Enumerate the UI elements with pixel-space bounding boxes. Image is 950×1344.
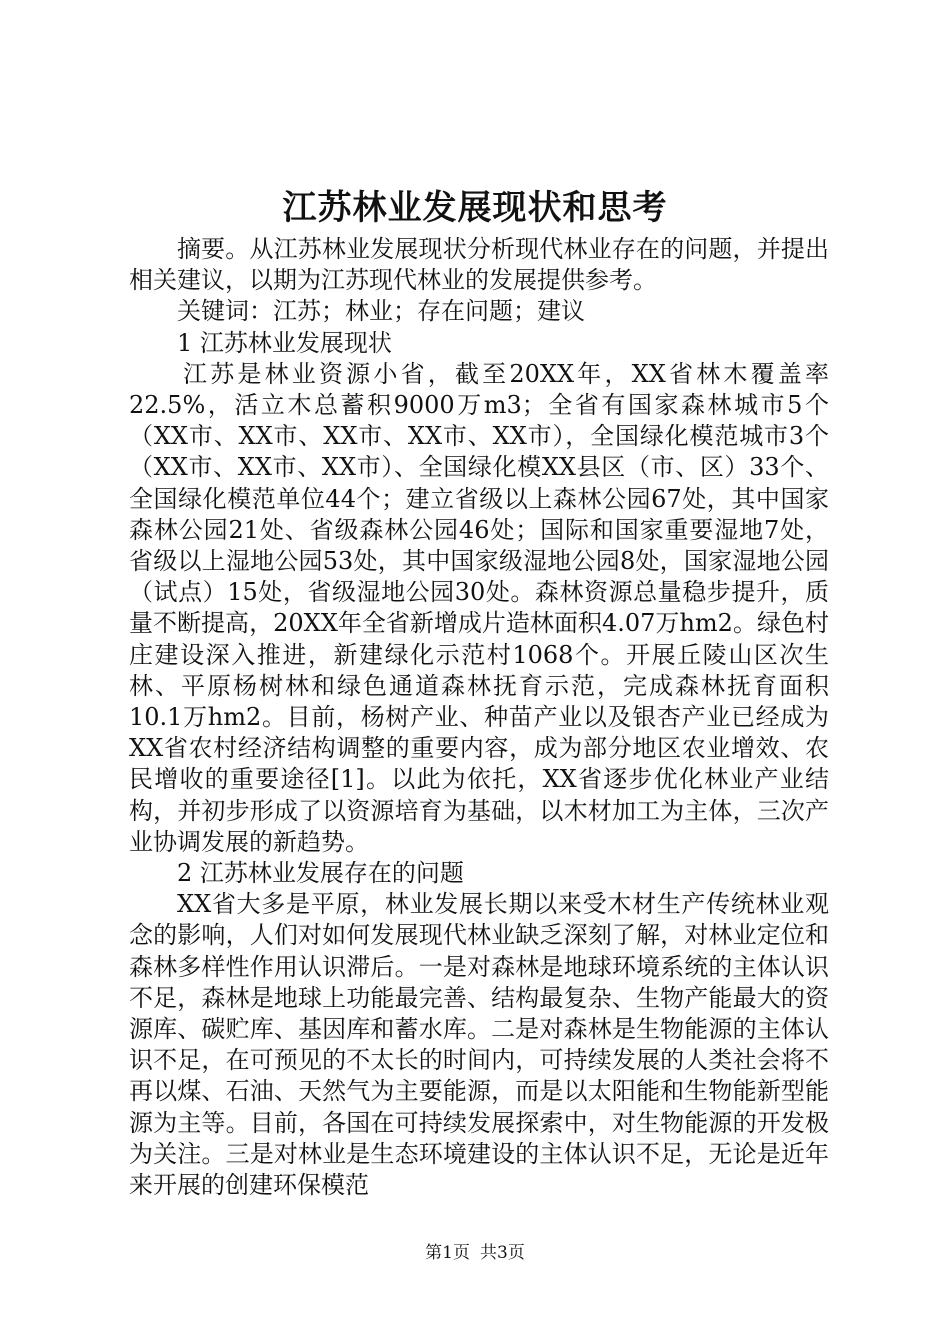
section-heading-2: 2 江苏林业发展存在的问题 [177,859,464,888]
page-footer [0,1241,950,1265]
section-1-paragraph: 江苏是林业资源小省，截至20XX年，XX省林木覆盖率22.5%，活立木总蓄积9000万m3；全省有国家森林城市5个（XX市、XX市、XX市、XX市、XX市），全国绿化模范城市3个（XX市、XX市、XX市）、全国绿化模XX县区（市、区）33个、全国绿化模范单位44个；建立省级以上森林公园67处，其中国家森林公园21处、省级森林公园46处；国际和国家重要湿地7处，省级以上湿地公园53处，其中国家级湿地公园8处，国家湿地公园（试点）15处，省级湿地公园30处。森林资源总量稳步提升，质量不断提高，20XX年全省新增成片造林面积4.07万hm2。绿色村庄建设深入推进，新建绿化示范村1068个。开展丘陵山区次生林、平原杨树林和绿色通道森林抚育示范，完成森林抚育面积10.1万hm2。目前，杨树产业、种苗产业以及银杏产业已经成为XX省农村经济结构调整的重要内容，成为部分地区农业增效、农民增收的重要途径[1]。以此为依托，XX省逐步优化林业产业结构，并初步形成了以资源培育为基础，以木材加工为主体，三次产业协调发展的新趋势。 [129,359,829,856]
abstract-paragraph: 摘要。从江苏林业发展现状分析现代林业存在的问题，并提出相关建议，以期为江苏现代林业的发展提供参考。 [129,235,829,295]
keywords-paragraph: 关键词：江苏；林业；存在问题；建议 [177,297,585,326]
document-title: 江苏林业发展现状和思考 [282,188,668,228]
section-2-paragraph: XX省大多是平原，林业发展长期以来受木材生产传统林业观念的影响，人们对如何发展现代林业缺乏深刻了解，对林业定位和森林多样性作用认识滞后。一是对森林是地球环境系统的主体认识不足，森林是地球上功能最完善、结构最复杂、生物产能最大的资源库、碳贮库、基因库和蓄水库。二是对森林是生物能源的主体认识不足，在可预见的不太长的时间内，可持续发展的人类社会将不再以煤、石油、天然气为主要能源，而是以太阳能和生物能新型能源为主等。目前，各国在可持续发展探索中，对生物能源的开发极为关注。三是对林业是生态环境建设的主体认识不足，无论是近年来开展的创建环保模范 [129,890,829,1200]
page-total: 共3页 [480,1243,525,1263]
document-body [129,234,829,1201]
section-heading-1: 1 江苏林业发展现状 [177,328,392,357]
page-number: 第1页 [425,1243,470,1263]
